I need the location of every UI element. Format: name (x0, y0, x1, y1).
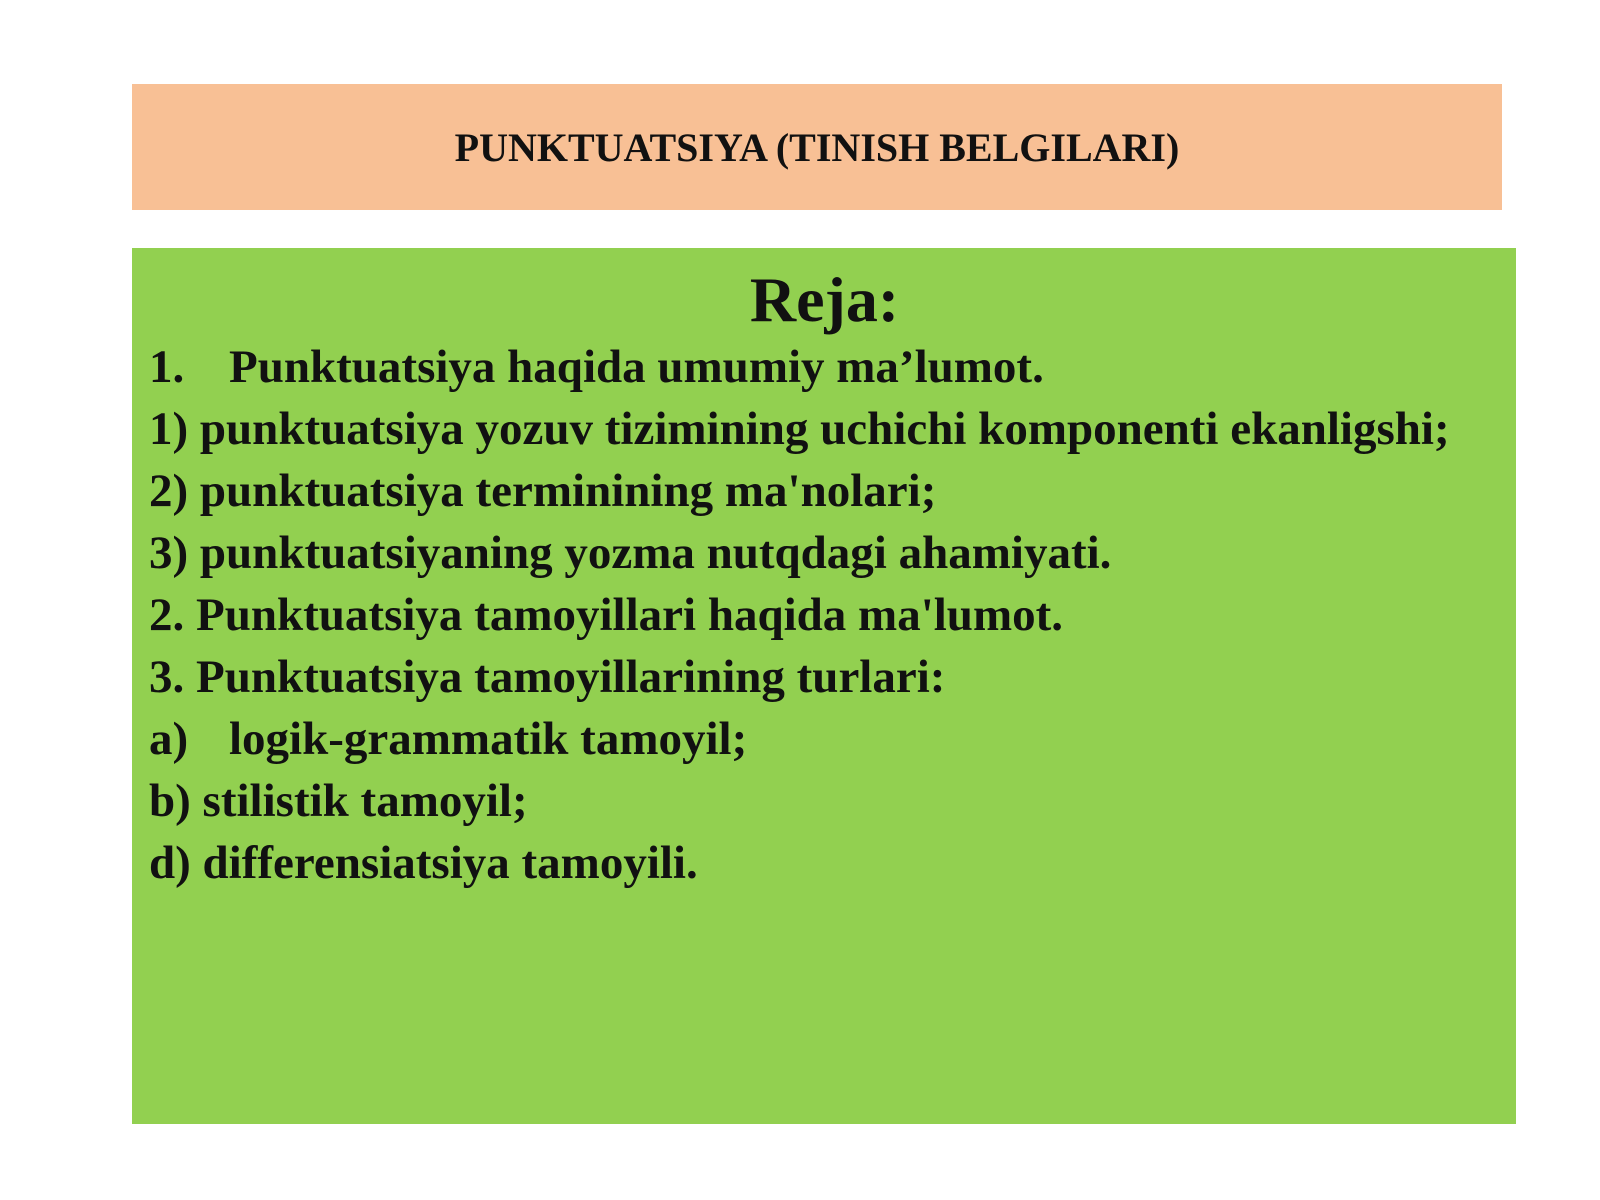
plan-item-2: 1) punktuatsiya yozuv tizimining uchichi komponenti ekanligshi; (149, 403, 1450, 455)
plan-item-9: d) differensiatsiya tamoyili. (149, 837, 698, 889)
content-panel (132, 248, 1516, 1124)
plan-item-6: 3. Punktuatsiya tamoyillarining turlari: (149, 651, 946, 703)
plan-item-8: b) stilistik tamoyil; (149, 775, 528, 827)
title-banner (132, 84, 1502, 210)
plan-item-3: 2) punktuatsiya terminining ma'nolari; (149, 465, 937, 517)
plan-heading: Reja: (749, 264, 900, 335)
plan-item-marker: 1. (149, 341, 185, 393)
plan-item-marker: a) (149, 713, 189, 765)
plan-item-5: 2. Punktuatsiya tamoyillari haqida ma'lumot. (149, 589, 1063, 641)
plan-item-7 (149, 714, 1500, 765)
plan-item-1 (149, 342, 1500, 393)
plan-list (149, 342, 1500, 889)
plan-item-text: logik-grammatik tamoyil; (229, 713, 748, 765)
slide-title: PUNKTUATSIYA (TINISH BELGILARI) (454, 124, 1180, 170)
plan-item-4: 3) punktuatsiyaning yozma nutqdagi ahamiyati. (149, 527, 1112, 579)
plan-item-text: Punktuatsiya haqida umumiy ma’lumot. (229, 341, 1044, 393)
